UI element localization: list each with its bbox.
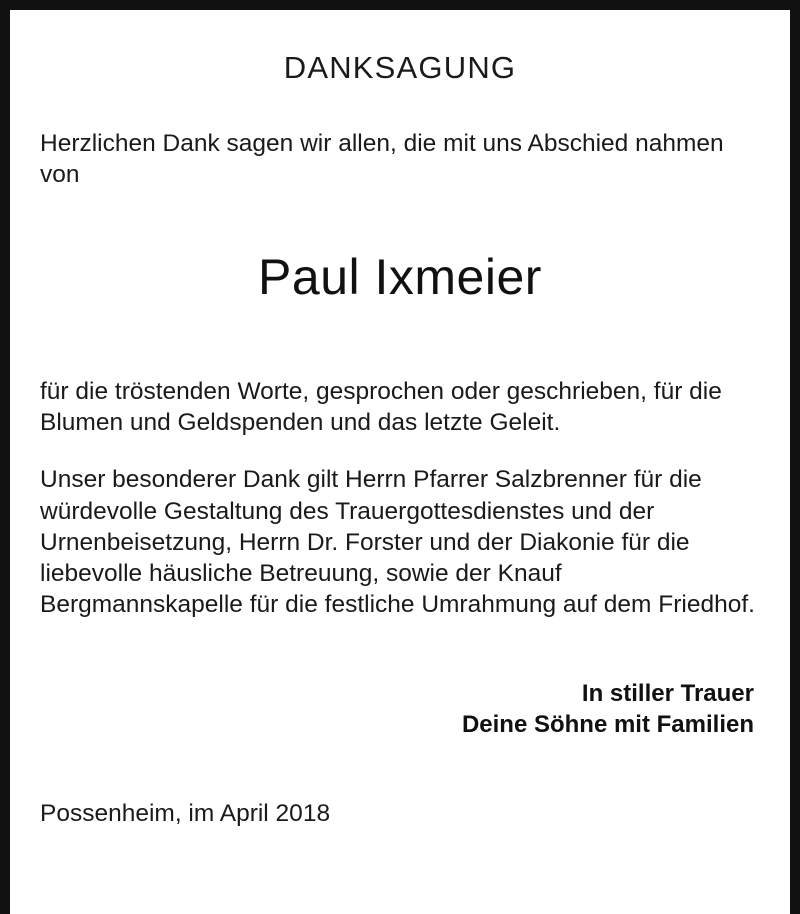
deceased-name-block — [40, 248, 760, 306]
closing-line-1: In stiller Trauer — [581, 679, 754, 707]
deceased-name: Paul Ixmeier — [258, 249, 542, 306]
closing-block — [40, 678, 760, 740]
page-title: DANKSAGUNG — [283, 50, 517, 85]
place-and-date: Possenheim, im April 2018 — [40, 800, 331, 828]
thanks-paragraph-2: Unser besonderer Dank gilt Herrn Pfarrer Salzbrenner für die würdevolle Gestaltung des Trauergottesdienstes und der Urnenbeisetzung, Herrn Dr. Forster und der Diakonie für die liebevolle häusliche Betreuung, sowie der Knauf Bergmannskapelle für die festliche Umrahmung auf dem Friedhof. — [40, 466, 755, 618]
closing-line-2: Deine Söhne mit Familien — [461, 711, 754, 739]
body-text-group — [40, 376, 760, 620]
intro-paragraph: Herzlichen Dank sagen wir allen, die mit uns Abschied nahmen von — [40, 130, 724, 189]
thanks-paragraph-1: für die tröstenden Worte, gesprochen oder geschrieben, für die Blumen und Geldspenden und das letzte Geleit. — [40, 378, 722, 437]
